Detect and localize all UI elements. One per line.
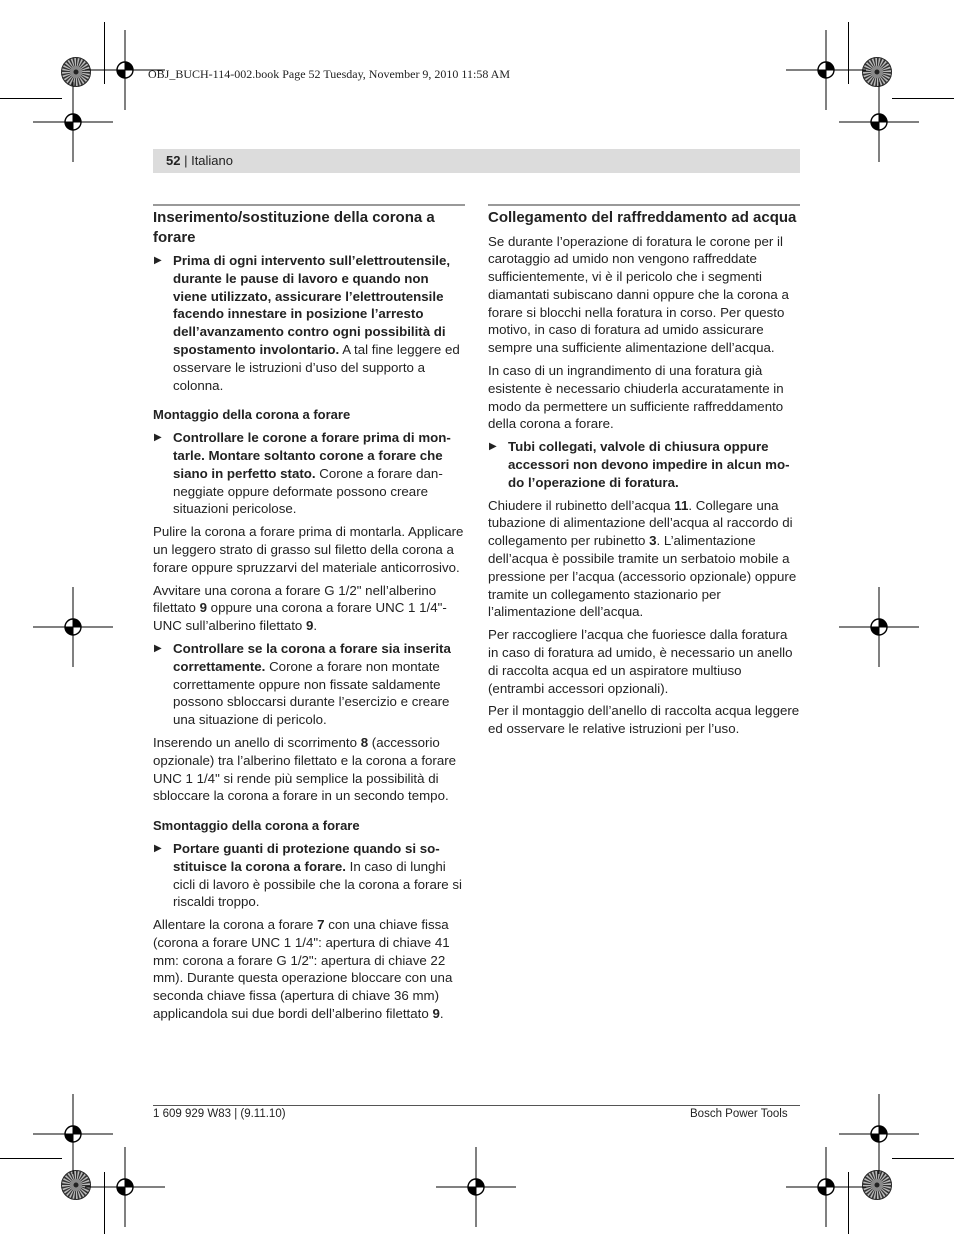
paragraph-cooling-danger: Se durante l’operazione di foratura le corone per il carotaggio ad umido non vengono raffreddate sufficientemente, vi è il pericolo che i segmenti diamantati subiscano danni oppure che la corona a forare si blocchi nella foratura in corso. Per questo motivo, in caso di foratura ad umido assicurare sempre una sufficiente alimentazione dell’acqua. [488,233,789,356]
paragraph-clean-bit: Pulire la corona a forare prima di montarla. Applicare un leggero strato di grasso sul filetto della corona a forare oppure spruzzarvi del materiale anticorrosivo. [153,524,464,575]
paragraph-water-tap: Chiudere il rubinetto dell’acqua 11. Collegare una tubazione di alimentazione dell’acqua al raccordo di collegamento per rubinetto 3. L’alimentazione dell’acqua è possibile tramite un serbatoio mobile a pressione per l’acqua (accessorio opzionale) oppure tramite un collegamento stazionario per l’alimentazione dell’acqua. [488,497,797,620]
triangle-right-icon: ▶ [154,842,162,854]
subhead-removal: Smontaggio della corona a forare [153,818,360,834]
bullet-check-seating: ▶ Controllare se la corona a forare sia inserita correttamente. Corone a forare non montate correttamente oppure non fissate saldamente possono sbloccarsi durante l’esercizio e creare una situazione di pericolo. [154,640,451,728]
radial-star-target-icon [61,1170,91,1200]
paragraph-ring-mounting: Per il montaggio dell’anello di raccolta acqua leggere ed osservare le relative istruzioni per l’uso. [488,703,800,737]
radial-star-target-icon [862,57,892,87]
head-separator: | [180,153,192,168]
footer-brand: Bosch Power Tools [690,1108,788,1120]
crop-line [848,1172,849,1234]
paragraph-loosen-bit: Allentare la corona a forare 7 con una chiave fissa (corona a forare UNC 1 1/4": apertura di chiave 41 mm: corona a forare G 1/2": apertura di chiave 22 mm). Durante questa operazione bloccare con una seconda chiave fissa (apertura di chiave 36 mm) applicandola sui due bordi dell’alberino filettato 9. [153,917,453,1022]
section-title-core-bit: Inserimento/sostituzione della corona a forare [153,204,465,247]
crosshair-registration-icon [61,615,85,639]
crop-line [848,22,849,84]
triangle-right-icon: ▶ [154,255,162,266]
crosshair-registration-icon [867,1122,891,1146]
paragraph-sliding-ring: Inserendo un anello di scorrimento 8 (accessorio opzionale) tra l’alberino filettato e la corona a forare UNC 1 1/4" si rende più semplice la possibilità di sbloccare la corona a forare in un secondo tempo. [153,734,457,804]
left-column [153,204,465,1028]
radial-star-target-icon [61,57,91,87]
bullet-gloves: ▶ Portare guanti di protezione quando si sostituisce la corona a forare. In caso di lunghi cicli di lavoro è possibile che la corona a forare si riscaldi troppo. [154,840,462,910]
crop-line [0,1158,62,1159]
bullet-safety-lock: ▶ Prima di ogni intervento sull’elettroutensile, durante le pause di lavoro e quando non viene utilizzato, assicurare l’elettroutensile facendo innestare in posizione l’arresto dell’avanzamento contro ogni possibilità di spostamento involontario. A tal fine leggere ed osservare le istruzioni d’uso del supporto a colonna. [154,253,460,393]
triangle-right-icon: ▶ [489,441,497,453]
paragraph-water-collection: Per raccogliere l’acqua che fuoriesce dalla foratura in caso di foratura ad umido, è necessario un anello di raccolta acqua ed un aspiratore multiuso (entrambi accessori opzionali). [488,627,793,696]
radial-star-target-icon [862,1170,892,1200]
footer-rule [153,1105,800,1106]
crop-line [892,1158,954,1159]
crosshair-registration-icon [113,1175,137,1199]
section-title-water-cooling: Collegamento del raffreddamento ad acqua [488,204,800,228]
crosshair-registration-icon [814,1175,838,1199]
running-head [153,149,800,173]
head-language: Italiano [191,153,233,168]
footer-doc-number: 1 609 929 W83 | (9.11.10) [153,1108,286,1120]
right-column [488,204,800,743]
bullet-hoses: ▶ Tubi collegati, valvole di chiusura oppure accessori non devono impedire in alcun modo l’operazione di foratura. [489,439,790,490]
crosshair-registration-icon [464,1175,488,1199]
crosshair-registration-icon [61,110,85,134]
crosshair-registration-icon [867,615,891,639]
triangle-right-icon: ▶ [154,642,162,654]
page-number: 52 [166,153,181,168]
paragraph-screw-bit: Avvitare una corona a forare G 1/2" nell’alberino filettato 9 oppure una corona a forare UNC 1 1/4"-UNC sull’alberino filettato 9. [153,582,447,634]
crop-line [0,98,62,99]
crosshair-registration-icon [113,58,137,82]
triangle-right-icon: ▶ [154,432,162,444]
crop-line [892,98,954,99]
crop-line [104,22,105,84]
paragraph-enlarge-hole: In caso di un ingrandimento di una foratura già esistente è necessario chiuderla accuratamente in modo da permettere un sufficiente raffreddamento della corona a forare. [488,363,784,432]
crop-line [104,1172,105,1234]
crosshair-registration-icon [867,110,891,134]
crosshair-registration-icon [61,1122,85,1146]
crosshair-registration-icon [814,58,838,82]
file-header: OBJ_BUCH-114-002.book Page 52 Tuesday, November 9, 2010 11:58 AM [148,67,510,81]
subhead-mounting: Montaggio della corona a forare [153,407,351,423]
bullet-check-bits: ▶ Controllare le corone a forare prima di montarle. Montare soltanto corone a forare che siano in perfetto stato. Corone a forare danneggiate oppure deformate possono creare situazioni pericolose. [154,430,451,517]
